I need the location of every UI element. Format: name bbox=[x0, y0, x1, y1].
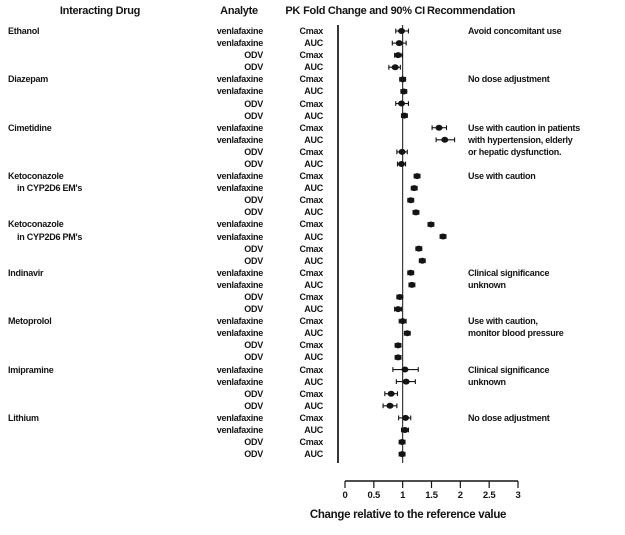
analyte-label: ODV bbox=[244, 388, 263, 399]
point-marker bbox=[396, 294, 403, 300]
pk-label: AUC bbox=[304, 231, 323, 242]
analyte-label: ODV bbox=[244, 158, 263, 169]
pk-label: Cmax bbox=[299, 412, 323, 423]
point-marker bbox=[412, 209, 419, 215]
point-marker bbox=[411, 185, 418, 191]
analyte-label: venlafaxine bbox=[216, 267, 263, 278]
x-tick-label: 1.5 bbox=[425, 490, 438, 501]
recommendation-text: No dose adjustment bbox=[468, 412, 550, 423]
analyte-label: venlafaxine bbox=[216, 86, 263, 97]
x-tick-label: 0.5 bbox=[367, 490, 381, 501]
point-marker bbox=[398, 28, 405, 34]
point-marker bbox=[401, 427, 408, 433]
analyte-label: venlafaxine bbox=[216, 424, 263, 435]
point-marker bbox=[395, 306, 402, 312]
drug-label: Ketoconazole bbox=[8, 171, 64, 182]
point-marker bbox=[399, 318, 406, 324]
pk-label: Cmax bbox=[299, 316, 323, 327]
analyte-label: venlafaxine bbox=[216, 74, 263, 85]
drug-label: Metoprolol bbox=[8, 316, 52, 327]
point-marker bbox=[395, 354, 402, 360]
analyte-label: ODV bbox=[244, 50, 263, 61]
pk-label: Cmax bbox=[299, 291, 323, 302]
point-marker bbox=[399, 149, 406, 155]
column-header-interacting-drug: Interacting Drug bbox=[59, 5, 141, 17]
recommendation-text: Clinical significance bbox=[468, 267, 550, 278]
pk-label: Cmax bbox=[299, 364, 323, 375]
point-marker bbox=[436, 125, 443, 131]
recommendation-text: with hypertension, elderly bbox=[468, 134, 573, 145]
pk-label: Cmax bbox=[299, 122, 323, 133]
pk-label: AUC bbox=[304, 352, 323, 363]
analyte-label: venlafaxine bbox=[216, 364, 263, 375]
x-tick-label: 1 bbox=[400, 490, 406, 501]
analyte-label: ODV bbox=[244, 437, 263, 448]
pk-label: AUC bbox=[304, 134, 323, 145]
point-marker bbox=[441, 137, 448, 143]
analyte-label: ODV bbox=[244, 243, 263, 254]
analyte-label: ODV bbox=[244, 62, 263, 73]
drug-sublabel: in CYP2D6 EM's bbox=[17, 183, 83, 194]
pk-label: Cmax bbox=[299, 171, 323, 182]
analyte-label: venlafaxine bbox=[216, 134, 263, 145]
analyte-label: ODV bbox=[244, 146, 263, 157]
analyte-label: venlafaxine bbox=[216, 316, 263, 327]
analyte-label: venlafaxine bbox=[216, 38, 263, 49]
analyte-label: venlafaxine bbox=[216, 412, 263, 423]
pk-label: AUC bbox=[304, 255, 323, 266]
pk-label: Cmax bbox=[299, 98, 323, 109]
analyte-label: ODV bbox=[244, 98, 263, 109]
point-marker bbox=[386, 403, 393, 409]
drug-label: Lithium bbox=[8, 412, 39, 423]
x-tick-label: 2.5 bbox=[482, 490, 496, 501]
analyte-label: venlafaxine bbox=[216, 219, 263, 230]
pk-label: AUC bbox=[304, 207, 323, 218]
point-marker bbox=[399, 76, 406, 82]
point-marker bbox=[407, 197, 414, 203]
point-marker bbox=[399, 439, 406, 445]
analyte-label: ODV bbox=[244, 195, 263, 206]
column-header-analyte: Analyte bbox=[220, 5, 258, 17]
analyte-label: ODV bbox=[244, 400, 263, 411]
pk-label: AUC bbox=[304, 449, 323, 460]
pk-label: Cmax bbox=[299, 340, 323, 351]
pk-label: Cmax bbox=[299, 195, 323, 206]
recommendation-text: unknown bbox=[468, 376, 506, 387]
pk-label: Cmax bbox=[299, 243, 323, 254]
recommendation-text: Use with caution, bbox=[468, 316, 538, 327]
pk-label: Cmax bbox=[299, 74, 323, 85]
analyte-label: ODV bbox=[244, 207, 263, 218]
pk-label: AUC bbox=[304, 279, 323, 290]
recommendation-text: Use with caution bbox=[468, 171, 536, 182]
analyte-label: venlafaxine bbox=[216, 122, 263, 133]
point-marker bbox=[398, 101, 405, 107]
analyte-label: venlafaxine bbox=[216, 26, 263, 36]
recommendation-text: unknown bbox=[468, 279, 506, 290]
pk-label: AUC bbox=[304, 158, 323, 169]
drug-label: Imipramine bbox=[8, 364, 54, 375]
recommendation-text: or hepatic dysfunction. bbox=[468, 146, 562, 157]
point-marker bbox=[440, 234, 447, 240]
point-marker bbox=[400, 88, 407, 94]
analyte-label: venlafaxine bbox=[216, 328, 263, 339]
point-marker bbox=[415, 246, 422, 252]
point-marker bbox=[395, 52, 402, 58]
pk-label: Cmax bbox=[299, 219, 323, 230]
x-tick-label: 0 bbox=[342, 490, 348, 501]
pk-label: AUC bbox=[304, 328, 323, 339]
point-marker bbox=[396, 40, 403, 46]
x-tick-label: 3 bbox=[515, 490, 521, 501]
recommendation-text: Clinical significance bbox=[468, 364, 550, 375]
analyte-label: ODV bbox=[244, 110, 263, 121]
pk-label: Cmax bbox=[299, 267, 323, 278]
point-marker bbox=[407, 270, 414, 276]
point-marker bbox=[414, 173, 421, 179]
point-marker bbox=[427, 221, 434, 227]
pk-label: Cmax bbox=[299, 26, 323, 36]
point-marker bbox=[402, 415, 409, 421]
point-marker bbox=[404, 330, 411, 336]
point-marker bbox=[392, 64, 399, 70]
point-marker bbox=[401, 113, 408, 119]
drug-label: Ketoconazole bbox=[8, 219, 64, 230]
pk-label: AUC bbox=[304, 86, 323, 97]
drug-label: Cimetidine bbox=[8, 122, 52, 133]
pk-label: Cmax bbox=[299, 50, 323, 61]
x-axis-title: Change relative to the reference value bbox=[309, 509, 507, 521]
point-marker bbox=[399, 451, 406, 457]
recommendation-text: No dose adjustment bbox=[468, 74, 550, 85]
pk-label: AUC bbox=[304, 304, 323, 315]
pk-label: AUC bbox=[304, 376, 323, 387]
analyte-label: ODV bbox=[244, 449, 263, 460]
analyte-label: venlafaxine bbox=[216, 231, 263, 242]
point-marker bbox=[398, 161, 405, 167]
pk-label: AUC bbox=[304, 183, 323, 194]
analyte-label: venlafaxine bbox=[216, 376, 263, 387]
analyte-label: ODV bbox=[244, 304, 263, 315]
analyte-label: venlafaxine bbox=[216, 183, 263, 194]
recommendation-text: Use with caution in patients bbox=[468, 122, 581, 133]
point-marker bbox=[388, 391, 395, 397]
column-header-fold-change: Fold Change and 90% CI bbox=[303, 5, 425, 17]
pk-label: Cmax bbox=[299, 146, 323, 157]
drug-label: Diazepam bbox=[8, 74, 49, 85]
pk-label: Cmax bbox=[299, 437, 323, 448]
point-marker bbox=[408, 282, 415, 288]
pk-label: AUC bbox=[304, 110, 323, 121]
analyte-label: venlafaxine bbox=[216, 171, 263, 182]
column-header-recommendation: Recommendation bbox=[427, 5, 516, 17]
analyte-label: ODV bbox=[244, 340, 263, 351]
pk-label: AUC bbox=[304, 62, 323, 73]
pk-label: AUC bbox=[304, 424, 323, 435]
x-tick-label: 2 bbox=[457, 490, 463, 501]
pk-label: Cmax bbox=[299, 388, 323, 399]
recommendation-text: Avoid concomitant use bbox=[468, 26, 562, 36]
analyte-label: ODV bbox=[244, 352, 263, 363]
column-header-pk: PK bbox=[285, 5, 300, 17]
analyte-label: venlafaxine bbox=[216, 279, 263, 290]
recommendation-text: monitor blood pressure bbox=[468, 328, 564, 339]
drug-label: Indinavir bbox=[8, 267, 44, 278]
analyte-label: ODV bbox=[244, 255, 263, 266]
drug-label: Ethanol bbox=[8, 26, 40, 36]
point-marker bbox=[401, 367, 408, 373]
drug-sublabel: in CYP2D6 PM's bbox=[17, 231, 83, 242]
point-marker bbox=[395, 342, 402, 348]
pk-label: AUC bbox=[304, 400, 323, 411]
analyte-label: ODV bbox=[244, 291, 263, 302]
point-marker bbox=[403, 379, 410, 385]
point-marker bbox=[419, 258, 426, 264]
pk-label: AUC bbox=[304, 38, 323, 49]
